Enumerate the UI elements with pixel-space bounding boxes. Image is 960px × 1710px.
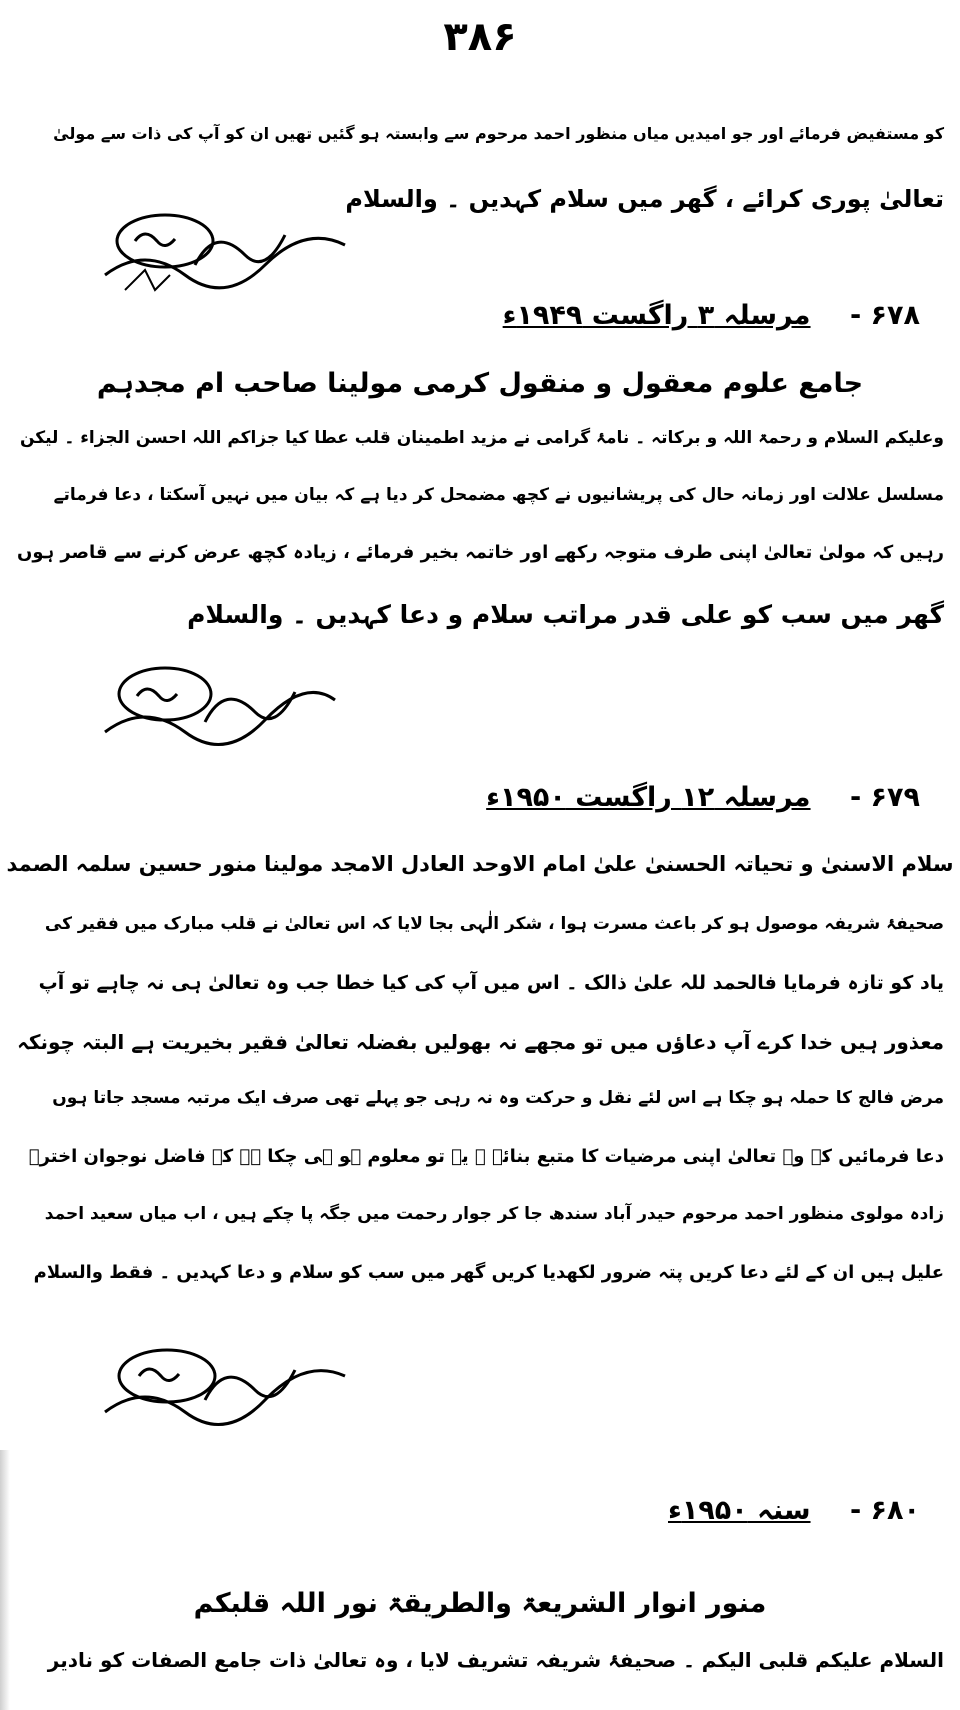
- letter-header: [400, 1495, 920, 1526]
- body-line: یاد کو تازہ فرمایا فالحمد للہ علیٰ ذالک ۔ اس میں آپ کی کیا خطا جب وہ تعالیٰ ہی نہ چاہے تو آپ: [38, 972, 944, 994]
- letter-number: ۶۷۸ -: [849, 300, 920, 331]
- letter-number: ۶۸۰ -: [849, 1495, 920, 1526]
- letter-header: [400, 782, 920, 813]
- letter-address: سلام الاسنیٰ و تحیاتہ الحسنیٰ علیٰ امام الاوحد العادل الامجد مولینا منور حسین سلمہ الصمد: [6, 852, 954, 876]
- signature-stamp: [95, 205, 355, 305]
- letter-date: سنہ ۱۹۵۰ء: [668, 1495, 811, 1526]
- body-line: دعا فرمائیں کہ وہ تعالیٰ اپنی مرضیات کا متبع بنائے ۔ یہ تو معلوم ہو ہی چکا ہے کہ فاضل نوجوان اخترؔ: [28, 1146, 944, 1167]
- body-line: وعلیکم السلام و رحمۃ اللہ و برکاتہ ۔ نامۂ گرامی نے مزید اطمینان قلب عطا کیا جزاکم اللہ احسن الجزاء ۔ لیکن: [19, 428, 944, 448]
- body-line: مسلسل علالت اور زمانہ حال کی پریشانیوں نے کچھ مضمحل کر دیا ہے کہ بیان میں نہیں آسکتا ، دعا فرماتے: [53, 485, 944, 505]
- body-line: رہیں کہ مولیٰ تعالیٰ اپنی طرف متوجہ رکھے اور خاتمہ بخیر فرمائے ، زیادہ کچھ عرض کرنے سے قاصر ہوں: [16, 542, 944, 563]
- body-line: مرض فالج کا حملہ ہو چکا ہے اس لئے نقل و حرکت وہ نہ رہی جو پہلے تھی صرف ایک مرتبہ مسجد جاتا ہوں: [52, 1088, 944, 1108]
- body-line: زادہ مولوی منظور احمد مرحوم حیدر آباد سندھ جا کر جوار رحمت میں جگہ پا چکے ہیں ، اب میاں سعید احمد: [44, 1204, 944, 1224]
- letter-number: ۶۷۹ -: [849, 782, 920, 813]
- body-line: صحیفۂ شریفہ موصول ہو کر باعث مسرت ہوا ، شکر الٰہی بجا لایا کہ اس تعالیٰ نے قلب مبارک میں فقیر کی: [44, 914, 944, 934]
- body-line: گھر میں سب کو علی قدر مراتب سلام و دعا کہدیں ۔ والسلام: [187, 600, 944, 629]
- signature-stamp: [95, 1340, 355, 1440]
- body-line: السلام علیکم قلبی الیکم ۔ صحیفۂ شریفہ تشریف لایا ، وہ تعالیٰ ذات جامع الصفات کو نادیر: [47, 1648, 944, 1672]
- letter-date: مرسلہ ۳ راگست ۱۹۴۹ء: [502, 300, 811, 331]
- letter-address: منور انوار الشریعۃ والطریقۃ نور اللہ قلبکم: [193, 1588, 767, 1619]
- letter-header: [400, 300, 920, 331]
- signature-stamp: [95, 660, 355, 760]
- page-edge-shadow: [0, 1450, 10, 1710]
- body-line: کو مستفیض فرمائے اور جو امیدیں میاں منظور احمد مرحوم سے وابستہ ہو گئیں تھیں ان کو آپ کی ذات سے مولیٰ: [53, 124, 944, 143]
- letter-date: مرسلہ ۱۲ راگست ۱۹۵۰ء: [486, 782, 811, 813]
- body-line: علیل ہیں ان کے لئے دعا کریں پتہ ضرور لکھدیا کریں گھر میں سب کو سلام و دعا کہدیں ۔ فقط والسلام: [33, 1262, 944, 1283]
- letter-address: جامع علوم معقول و منقول کرمی مولینا صاحب ام مجدہم: [96, 368, 864, 399]
- page-number: ۳۸۶: [443, 14, 517, 60]
- body-line: تعالیٰ پوری کرائے ، گھر میں سلام کہدیں ۔ والسلام: [345, 185, 944, 213]
- body-line: معذور ہیں خدا کرے آپ دعاؤں میں تو مجھے نہ بھولیں بفضلہ تعالیٰ فقیر بخیریت ہے البتہ چونکہ: [17, 1030, 944, 1054]
